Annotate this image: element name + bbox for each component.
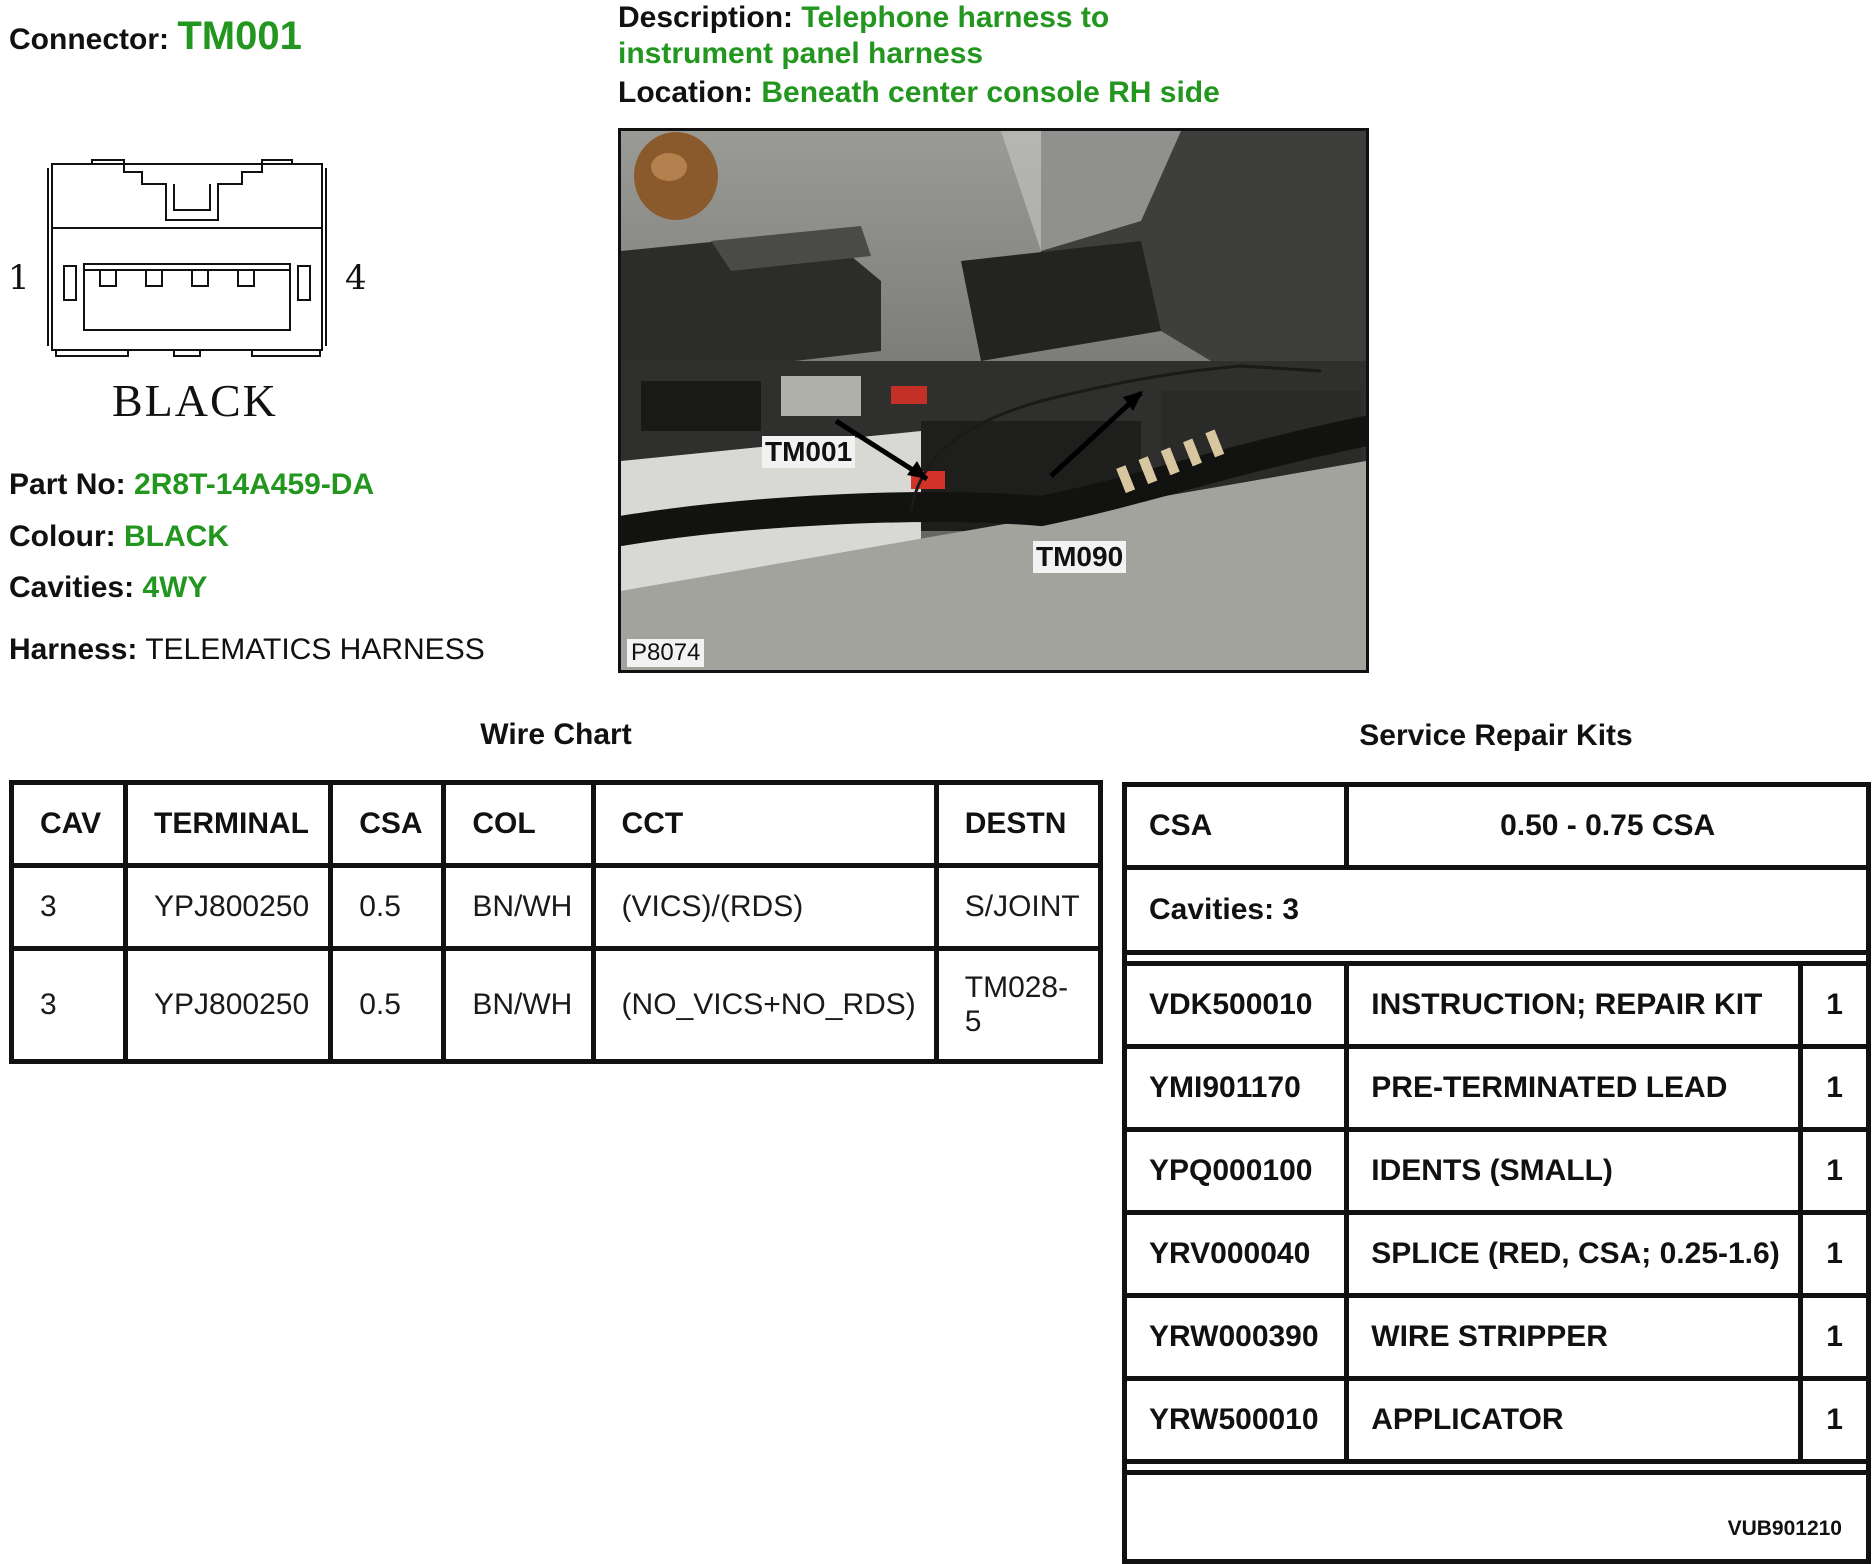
table-row [1125, 1213, 1869, 1296]
kit-part-number: YRW500010 [1125, 1379, 1347, 1462]
table-row [1125, 1296, 1869, 1379]
table-row [1125, 1047, 1869, 1130]
part-number-value: 2R8T-14A459-DA [134, 468, 375, 501]
kit-description: WIRE STRIPPER [1347, 1296, 1801, 1379]
kits-footer-code: VUB901210 [1125, 1473, 1869, 1562]
connector-color-label: BLACK [112, 375, 278, 426]
cell-cav: 3 [12, 949, 126, 1062]
description-value-line1: Telephone harness to [801, 1, 1110, 34]
colour-line [9, 520, 229, 554]
kits-cavities-row [1125, 868, 1869, 953]
repair-kits-table [1122, 782, 1871, 1564]
description-label: Description: [618, 1, 794, 34]
wire-chart-header-row [12, 783, 1101, 866]
kit-description: IDENTS (SMALL) [1347, 1130, 1801, 1213]
kits-spacer [1125, 1462, 1869, 1473]
kit-description: SPLICE (RED, CSA; 0.25-1.6) [1347, 1213, 1801, 1296]
kit-part-number: YMI901170 [1125, 1047, 1347, 1130]
cavities-value: 4WY [142, 571, 208, 604]
kit-quantity: 1 [1801, 1047, 1869, 1130]
kit-quantity: 1 [1801, 1379, 1869, 1462]
kits-spacer [1125, 953, 1869, 964]
photo-callout-tm001: TM001 [762, 436, 855, 468]
cell-destn: TM028-5 [936, 949, 1100, 1062]
header-csa: CSA [331, 783, 444, 866]
description-block [618, 0, 1109, 72]
pin-number-right: 4 [345, 258, 367, 298]
kit-part-number: YRW000390 [1125, 1296, 1347, 1379]
table-row [1125, 1130, 1869, 1213]
connector-id: TM001 [177, 14, 302, 58]
cell-col: BN/WH [444, 866, 593, 949]
cell-cct: (VICS)/(RDS) [593, 866, 936, 949]
kit-quantity: 1 [1801, 1130, 1869, 1213]
header-cav: CAV [12, 783, 126, 866]
kits-footer-row [1125, 1473, 1869, 1562]
part-number-label: Part No: [9, 468, 126, 501]
kits-csa-label: CSA [1125, 785, 1347, 868]
cell-cct: (NO_VICS+NO_RDS) [593, 949, 936, 1062]
table-row [12, 866, 1101, 949]
harness-label: Harness: [9, 633, 138, 666]
cavities-label: Cavities: [9, 571, 135, 604]
description-value-line2: instrument panel harness [618, 37, 984, 70]
table-row [1125, 964, 1869, 1047]
kit-quantity: 1 [1801, 964, 1869, 1047]
colour-value: BLACK [123, 520, 229, 553]
header-destn: DESTN [936, 783, 1100, 866]
photo-callout-tm090: TM090 [1033, 541, 1126, 573]
connector-face-diagram [44, 158, 334, 358]
photo-reference: P8074 [627, 639, 704, 667]
kit-quantity: 1 [1801, 1213, 1869, 1296]
kit-part-number: YPQ000100 [1125, 1130, 1347, 1213]
wire-chart-table [9, 780, 1103, 1064]
header-cct: CCT [593, 783, 936, 866]
header-col: COL [444, 783, 593, 866]
cell-csa: 0.5 [331, 866, 444, 949]
cell-terminal: YPJ800250 [126, 866, 331, 949]
location-photo [618, 128, 1369, 673]
location-value: Beneath center console RH side [761, 76, 1220, 109]
kit-part-number: YRV000040 [1125, 1213, 1347, 1296]
location-photo-image [621, 131, 1366, 670]
location-line [618, 76, 1220, 110]
table-row [1125, 1379, 1869, 1462]
kits-csa-row [1125, 785, 1869, 868]
connector-line [9, 14, 302, 59]
kit-description: APPLICATOR [1347, 1379, 1801, 1462]
cell-terminal: YPJ800250 [126, 949, 331, 1062]
harness-line [9, 633, 485, 667]
kit-part-number: VDK500010 [1125, 964, 1347, 1047]
cell-col: BN/WH [444, 949, 593, 1062]
cell-cav: 3 [12, 866, 126, 949]
header-terminal: TERMINAL [126, 783, 331, 866]
cavities-line [9, 571, 207, 605]
cell-csa: 0.5 [331, 949, 444, 1062]
table-row [12, 949, 1101, 1062]
wire-chart-title: Wire Chart [480, 718, 632, 751]
kits-csa-value: 0.50 - 0.75 CSA [1347, 785, 1869, 868]
kit-quantity: 1 [1801, 1296, 1869, 1379]
kits-cavities-text: Cavities: 3 [1125, 868, 1869, 953]
repair-kits-title: Service Repair Kits [1359, 719, 1633, 752]
kit-description: INSTRUCTION; REPAIR KIT [1347, 964, 1801, 1047]
kit-description: PRE-TERMINATED LEAD [1347, 1047, 1801, 1130]
connector-label: Connector: [9, 23, 169, 56]
colour-label: Colour: [9, 520, 116, 553]
location-label: Location: [618, 76, 753, 109]
cell-destn: S/JOINT [936, 866, 1100, 949]
harness-value: TELEMATICS HARNESS [145, 633, 485, 666]
part-number-line [9, 468, 374, 502]
pin-number-left: 1 [8, 258, 30, 298]
